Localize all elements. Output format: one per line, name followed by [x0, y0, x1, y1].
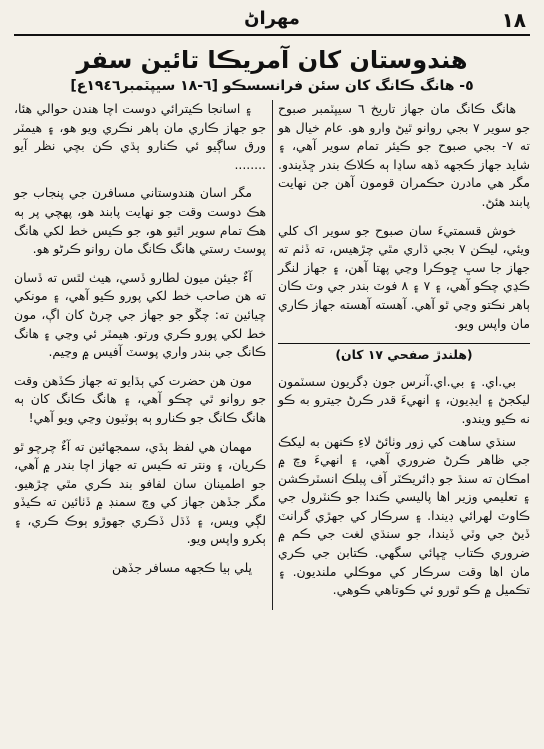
paragraph: مون هن حضرت کي ٻڌايو ته جهاز ڪڏهن وقت جو روانو ٿي چڪو آهي، ۽ هانگ ڪانگ کان ٻه هانگ ڪانگ جو ڪنارو ٻه ٻوٽيون وڃي ويو آهي!	[14, 372, 266, 425]
ellipsis: ........	[234, 156, 266, 172]
paragraph: هانگ ڪانگ مان جهاز تاريخ ٦ سيپٽمبر صبوح جو سوير ٧ بجي روانو ٿيڻ وارو هو. عام خيال هو ته ٧- بجي صبوح جو ڪيئر تمام سوير آهي، ۽ شايد جهاز ڪجهه ڏهه ساڍا ٻه ڪلاڪ بندر ڇڏيندو. مگر هي مادرن حڪمران قومون آهن جن نهايت پابند هئڻ.	[278, 101, 530, 209]
page-header	[14, 6, 530, 32]
column-divider	[272, 100, 273, 610]
article-dateline: ٥- هانگ ڪانگ کان سئن فرانسسڪو [٦-١٨ سيپٽمبر١٩٤٦ع]	[70, 78, 474, 94]
paragraph: مهمان هي لفظ ٻڌي، سمجهائين ته آءٌ چرچو ٿو ڪريان، ۽ ونتر ته ڪيس ته جهاز اچا بندر ۾ آهي، جو اطمينان سان لفافو بند ڪري مٿي چڙهيو. مگر جڏهن جهاز کي وچ سمنڊ ۾ ڏٺائين ته ڪيڏو لڳي ويس، ۽ ڏڌل ڏڪري جهوڙو ٻوڪ ڪري، ۽ ٻکرو واپس ويو.	[14, 438, 266, 547]
header-rule	[14, 34, 530, 36]
paragraph: سنڌي ساهت کي زور وٺائڻ لاءِ ڪنهن به ليکڪ جي ظاهر ڪرڻ ضروري آهي، ۽ انهيءَ وچ ۾ امڪان ته سنڌ جو ڊائريڪٽر آف پبلڪ انسٽرڪشن ۽ تعليمي وزير اها پاليسي ڪندا جو ڪنٽرول جي ڪاوٽ لهرائي ڊيندا. ۽ سرڪار کي جهڙي گرانٽ ڏيڻ جي وٽي ڏيندا، جو سنڌي لغت جي ڪم ۾ ضروري ڪتاب ڇپائي سگهي. ڪتابن جي ڪري مان اها وقت سرڪار کي موڪلي ملنديون. ۽ تڪميل ۾ ڪو ٿورو ئي ڪوتاهي ڪوهي.	[278, 433, 530, 598]
paragraph: مگر اسان هندوستاني مسافرن جي پنجاب جو هڪ دوست وقت جو نهايت پابند هو، پهچي پر ٻه هڪ تمام سوير اٿيو هو، جو ڪيس خط لکي هانگ پوسٽ رستي هانگ ڪانگ مان روانو ڪرڻو هو.	[14, 185, 266, 257]
paragraph: آءٌ جيئن ميون لطارو ڏسي، هيٺ لٿس ته ڏسان ته هن صاحب خط لکي پورو ڪيو آهي، ۽ مونکي چيائين ته: چڱو جو جهاز جي چرڻ کان اڳ، مون خط لکي پورو ڪري ورتو. هيمٽر ئي وڃي ۽ هانگ ڪانگ جي بندر واري پوسٽ آفيس ۾ وڃيم.	[14, 269, 266, 360]
article-headline: هندوستان کان آمريڪا تائين سفر	[76, 46, 468, 74]
running-title: مهراڻ	[244, 8, 300, 29]
continued-from-label: (هلندڙ صفحي ١٧ کان)	[278, 343, 530, 365]
page-number: ١٨	[501, 8, 526, 32]
two-column-body	[14, 100, 530, 610]
paragraph-text: ۽ اسانجا ڪيترائي دوست اچا هندن حوالي هئا، جو جهاز ڪاري مان ٻاهر نڪري ويو هو، ۽ هيمٽر ورق ساڳيو ئي ڪنارو ٻڌي ڪن بچي نظر آيو	[14, 101, 266, 154]
right-column	[278, 100, 530, 610]
paragraph: خوش قسمتيءَ سان صبوح جو سوير اک کلي ويئي، ليڪن ٧ بجي ڌاري مٿي چڙهيس، ته ڏٺم ته جهاز جا سڀ ڇوڪرا وڃي پهتا آهن، ۽ جهاز لنگر ڪڍي چڪو آهي، ۽ ٧ ۽ ٨ فوٽ بندر جي وٽ ڪان ٻاهر نڪتو وڃي ٿو آهي. آهسته آهسته جهاز ڪاري مان واپس ويو.	[278, 222, 530, 331]
paragraph: ڀلي ٻيا ڪجهه مسافر جڏهن	[111, 560, 252, 576]
left-column	[14, 100, 266, 610]
paragraph	[14, 100, 266, 174]
paragraph: بي.اي. ۽ بي.اي.آنرس جون ڊگريون سسٽمون ليکجڻ ۽ ايڊيون، ۽ انهيءَ قدر ڪرڻ جيترو به ڪو نه ڪيو ويندو.	[278, 373, 530, 426]
